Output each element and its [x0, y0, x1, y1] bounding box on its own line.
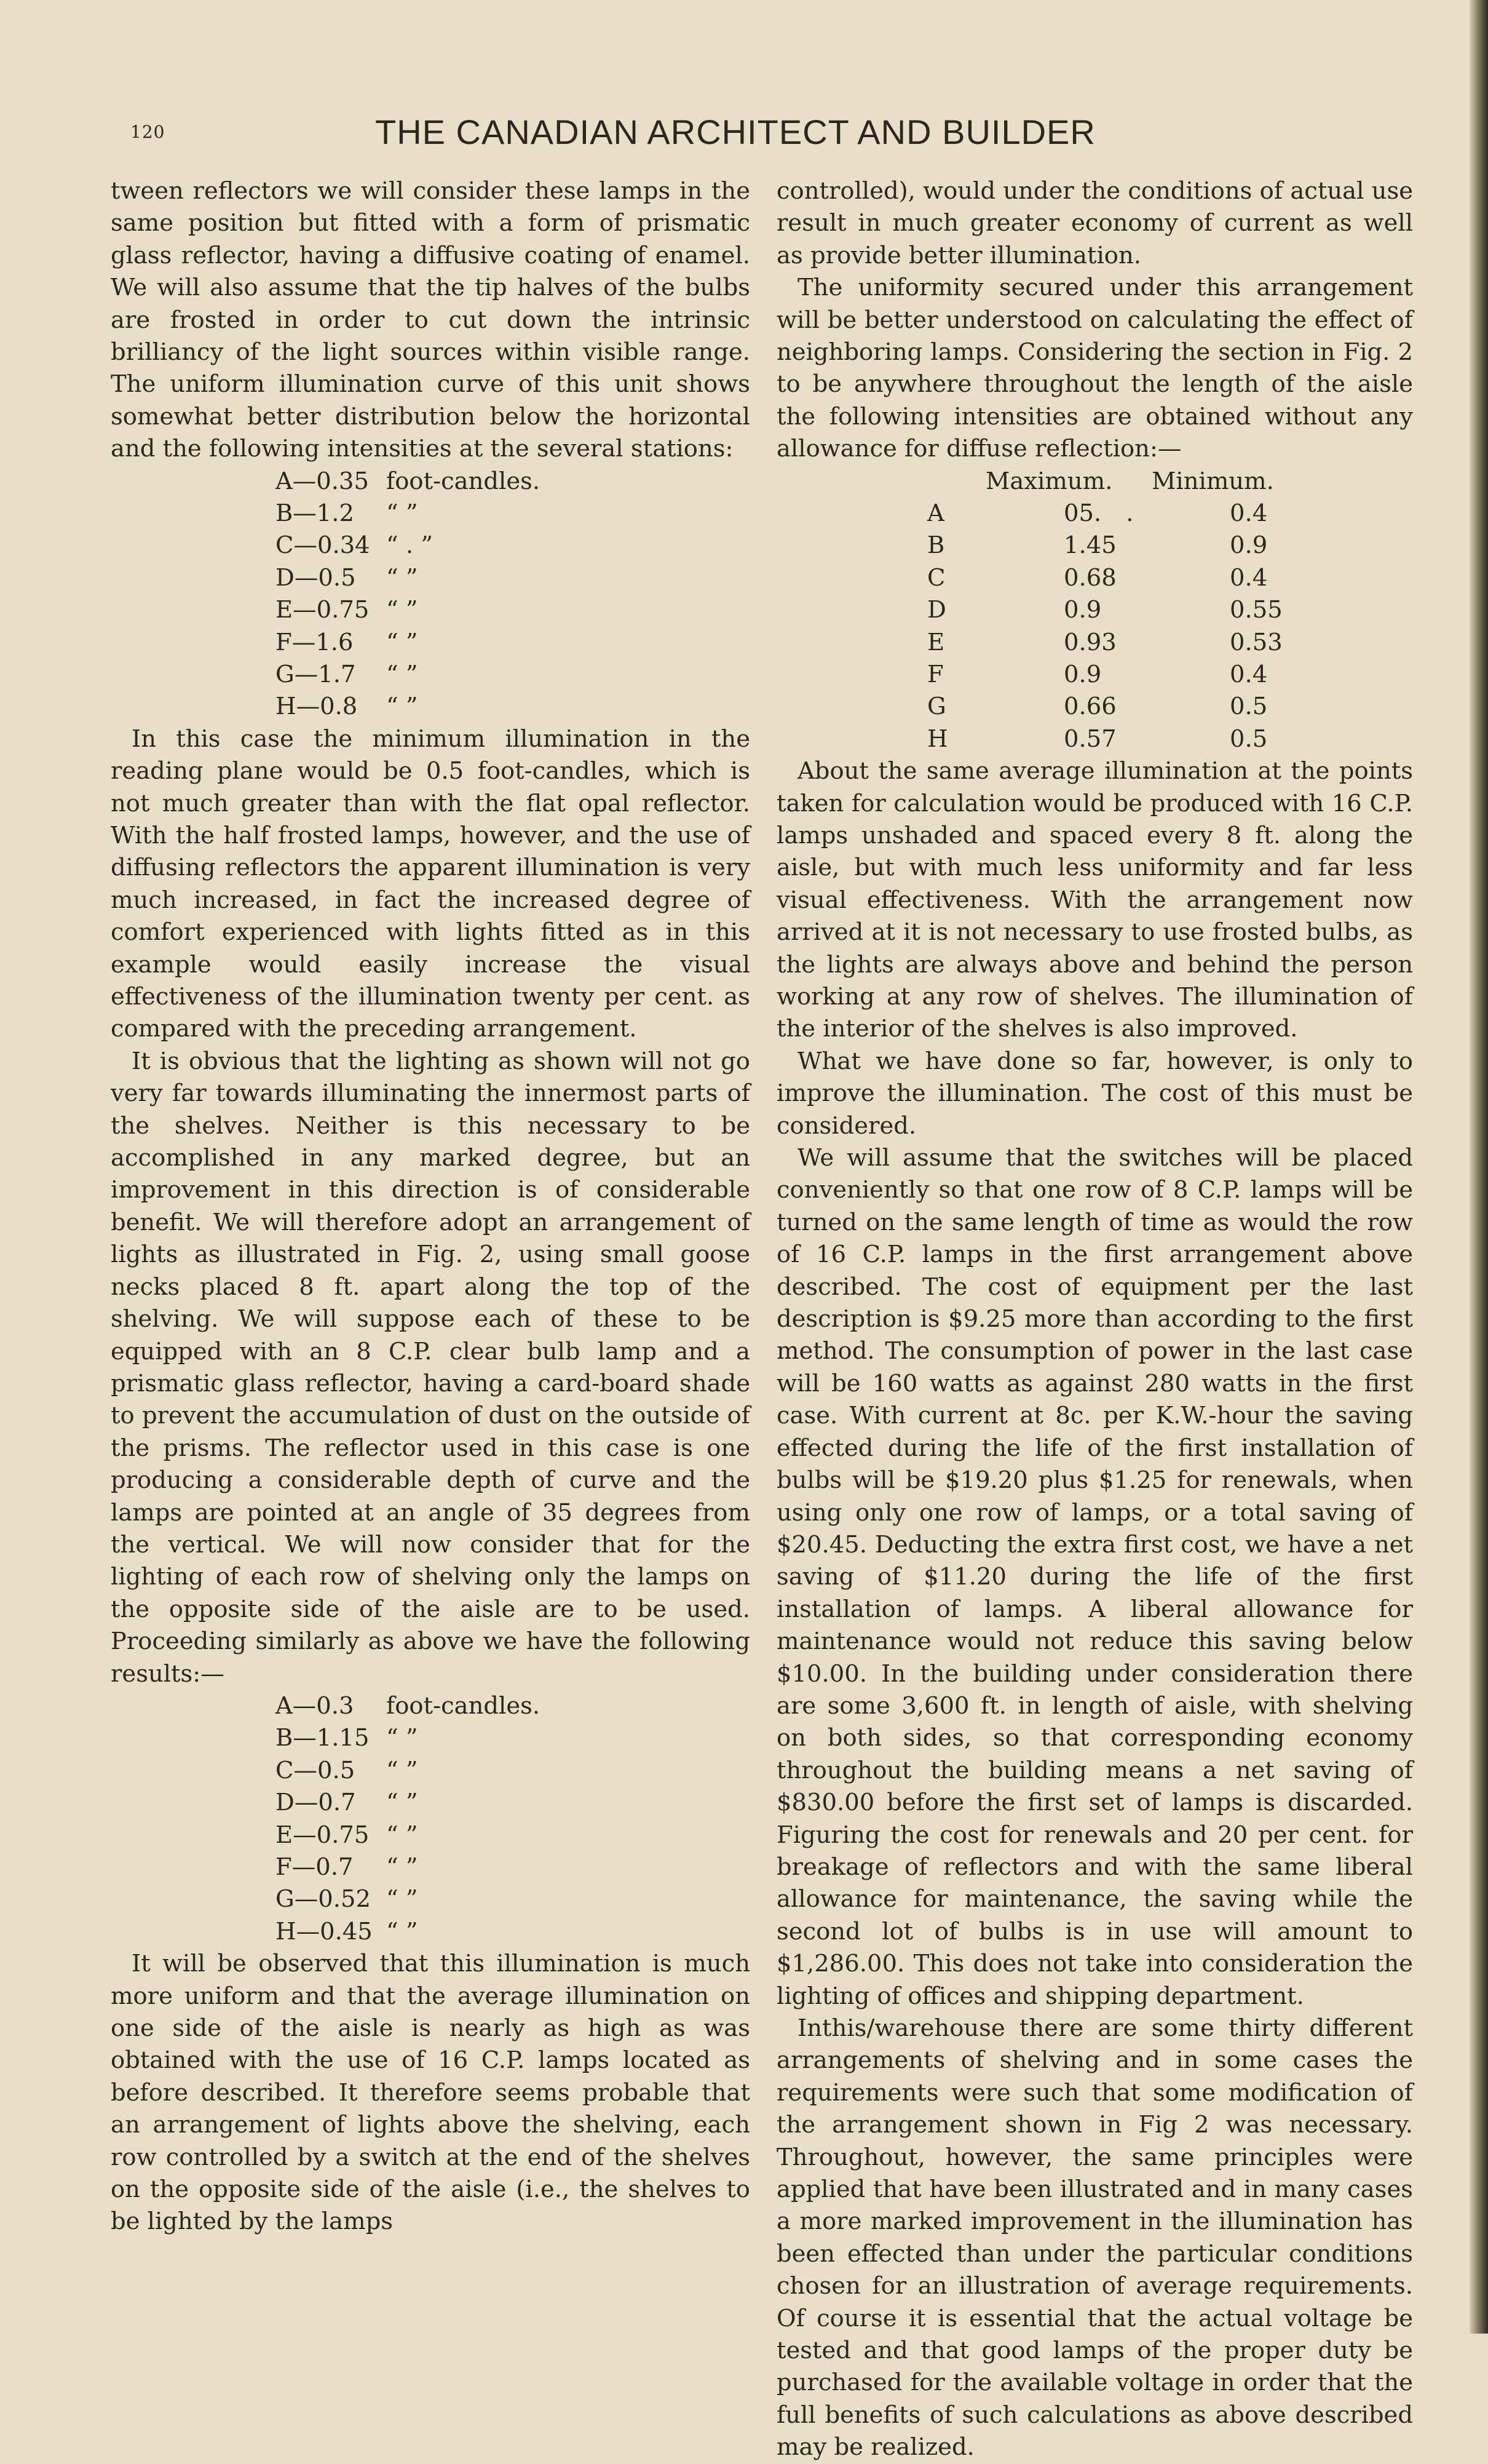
paragraph: The uniformity secured under this arrangement will be better understood on calculating the effect of neighboring lamps. Considering the section in Fig. 2 to be anywhere throughout the length of the aisle the following intensities are obtained without any allowance for diffuse reflection:—	[777, 274, 1413, 463]
table-row	[777, 530, 1413, 562]
paragraph: In this case the minimum illumination in the reading plane would be 0.5 foot-candles, which is not much greater than with the flat opal reflector. With the half frosted lamps, however, and the use of diffusing reflectors the apparent illumination is very much increased, in fact the increased degree of comfort experienced with lights fitted as in this example would easily increase the visual effectiveness of the illumination twenty per cent. as compared with the preceding arrangement.	[111, 725, 750, 1043]
table-row	[111, 1690, 750, 1722]
table-row	[111, 1883, 750, 1915]
station-value: B—1.2	[275, 499, 355, 528]
table-row	[777, 594, 1413, 626]
maximum-number: 05.	[1064, 499, 1102, 528]
table-row	[111, 498, 750, 530]
table-row	[111, 1851, 750, 1883]
table-row	[111, 1916, 750, 1948]
column-header-maximum: Maximum.	[986, 467, 1113, 495]
ditto-mark: “ . ”	[386, 531, 433, 560]
station-label: G	[927, 693, 946, 721]
station-value: E—0.75	[275, 1821, 370, 1849]
paragraph: We will assume that the switches will be placed conveniently so that one row of 8 C.P. lamps will be turned on the same length of time as would the row of 16 C.P. lamps in the first arrangement above described. The cost of equipment per the last description is $9.25 more than according to the first method. The consumption of power in the last case will be 160 watts as against 280 watts in the first case. With current at 8c. per K.W.-hour the saving effected during the life of the first installation of bulbs will be $19.20 plus $1.25 for renewals, when using only one row of lamps, or a total saving of $20.45. Deducting the extra first cost, we have a net saving of $11.20 during the life of the first installation of lamps. A liberal allowance for maintenance would not reduce this saving below $10.00. In the building under consideration there are some 3,600 ft. in length of aisle, with shelving on both sides, so that corresponding economy throughout the building means a net saving of $830.00 before the first set of lamps is discarded. Figuring the cost for renewals and 20 per cent. for breakage of reflectors and with the same liberal allowance for maintenance, the saving while the second lot of bulbs is in use will amount to $1,286.00. This does not take into consideration the lighting of offices and shipping department.	[777, 1144, 1413, 2010]
station-value: F—1.6	[275, 628, 354, 656]
minimum-value: 0.5	[1230, 725, 1268, 753]
max-min-table	[777, 466, 1413, 756]
unit: foot-candles.	[386, 1691, 540, 1720]
maximum-value: 0.93	[1064, 628, 1117, 656]
paragraph: controlled), would under the conditions of actual use result in much greater economy of current as well as provide better illumination.	[777, 177, 1413, 269]
table-row	[111, 1819, 750, 1851]
station-value: G—1.7	[275, 661, 356, 688]
table-row	[111, 530, 750, 562]
stray-mark: .	[1126, 499, 1134, 528]
table-row	[111, 466, 750, 498]
station-label: C	[927, 563, 946, 592]
minimum-value: 0.55	[1230, 596, 1283, 624]
table-row	[777, 659, 1413, 691]
minimum-value: 0.9	[1230, 531, 1268, 560]
table-row	[777, 627, 1413, 659]
ditto-mark: “ ”	[386, 1853, 418, 1881]
station-label: H	[927, 725, 948, 753]
table-row	[111, 562, 750, 594]
running-head-title: THE CANADIAN ARCHITECT AND BUILDER	[375, 113, 1096, 151]
station-value: D—0.5	[275, 563, 356, 592]
ditto-mark: “ ”	[386, 1756, 418, 1784]
table-row	[111, 659, 750, 691]
table-row	[111, 691, 750, 723]
table-row	[777, 562, 1413, 594]
ditto-mark: “ ”	[386, 628, 418, 656]
column-header-minimum: Minimum.	[1152, 467, 1274, 495]
page-header	[0, 112, 1488, 167]
table-header-row	[777, 466, 1413, 498]
station-value: D—0.7	[275, 1789, 356, 1817]
ditto-mark: “ ”	[386, 1821, 418, 1849]
intensity-table-1	[111, 466, 750, 723]
minimum-value: 0.4	[1230, 661, 1268, 688]
paragraph: What we have done so far, however, is only to improve the illumination. The cost of this must be considered.	[777, 1047, 1413, 1140]
table-row	[777, 498, 1413, 530]
minimum-value: 0.4	[1230, 499, 1268, 528]
maximum-value: 0.9	[1064, 596, 1102, 624]
station-value: G—0.52	[275, 1885, 371, 1914]
maximum-value: 0.66	[1064, 693, 1117, 721]
table-row	[111, 1722, 750, 1754]
page-number: 120	[130, 122, 165, 142]
unit: foot-candles.	[386, 467, 540, 495]
maximum-value: 0.9	[1064, 661, 1102, 688]
paragraph: It is obvious that the lighting as shown will not go very far towards illuminating the innermost parts of the shelves. Neither is this necessary to be accomplished in any marked degree, but an improvement in this direction is of considerable benefit. We will therefore adopt an arrangement of lights as illustrated in Fig. 2, using small goose necks placed 8 ft. apart along the top of the shelving. We will suppose each of these to be equipped with an 8 C.P. clear bulb lamp and a prismatic glass reflector, having a card-board shade to prevent the accumulation of dust on the outside of the prisms. The reflector used in this case is one producing a considerable depth of curve and the lamps are pointed at an angle of 35 degrees from the vertical. We will now consider that for the lighting of each row of shelving only the lamps on the opposite side of the aisle are to be used. Proceeding similarly as above we have the following results:—	[111, 1047, 750, 1688]
station-value: A—0.35	[275, 467, 370, 495]
ditto-mark: “ ”	[386, 1789, 418, 1817]
station-value: B—1.15	[275, 1724, 370, 1752]
paragraph: tween reflectors we will consider these lamps in the same position but fitted with a form of prismatic glass reflector, having a diffusive coating of enamel. We will also assume that the tip halves of the bulbs are frosted in order to cut down the intrinsic brilliancy of the light sources within visible range. The uniform illumination curve of this unit shows somewhat better distribution below the horizontal and the following intensities at the several stations:	[111, 177, 750, 463]
table-row	[111, 627, 750, 659]
ditto-mark: “ ”	[386, 661, 418, 688]
table-row	[111, 1755, 750, 1787]
table-row	[111, 594, 750, 626]
left-column	[111, 175, 750, 2238]
station-label: F	[927, 661, 944, 688]
ditto-mark: “ ”	[386, 499, 418, 528]
minimum-value: 0.5	[1230, 693, 1268, 721]
maximum-value: 0.68	[1064, 563, 1117, 592]
ditto-mark: “ ”	[386, 1724, 418, 1752]
station-value: E—0.75	[275, 596, 370, 624]
station-value: H—0.8	[275, 693, 358, 721]
station-label: B	[927, 531, 945, 560]
table-row	[777, 723, 1413, 755]
ditto-mark: “ ”	[386, 596, 418, 624]
station-value: H—0.45	[275, 1917, 373, 1945]
station-value: F—0.7	[275, 1853, 354, 1881]
station-label: A	[927, 499, 944, 528]
station-value: A—0.3	[275, 1691, 354, 1720]
maximum-value: 1.45	[1064, 531, 1117, 560]
page-edge-shadow	[1470, 0, 1488, 2334]
paragraph: About the same average illumination at the points taken for calculation would be produced with 16 C.P. lamps unshaded and spaced every 8 ft. along the aisle, but with much less uniformity and far less visual effectiveness. With the arrangement now arrived at it is not necessary to use frosted bulbs, as the lights are always above and behind the person working at any row of shelves. The illumination of the interior of the shelves is also improved.	[777, 757, 1413, 1043]
intensity-table-2	[111, 1690, 750, 1948]
maximum-value	[1032, 498, 1230, 530]
ditto-mark: “ ”	[386, 563, 418, 592]
station-label: D	[927, 596, 946, 624]
minimum-value: 0.53	[1230, 628, 1283, 656]
paragraph: It will be observed that this illumination is much more uniform and that the average illumination on one side of the aisle is nearly as high as was obtained with the use of 16 C.P. lamps located as before described. It therefore seems probable that an arrangement of lights above the shelving, each row controlled by a switch at the end of the shelves on the opposite side of the aisle (i.e., the shelves to be lighted by the lamps	[111, 1950, 750, 2236]
table-row	[111, 1787, 750, 1819]
right-column	[777, 175, 1413, 2464]
ditto-mark: “ ”	[386, 693, 418, 721]
minimum-value: 0.4	[1230, 563, 1268, 592]
ditto-mark: “ ”	[386, 1917, 418, 1945]
station-value: C—0.5	[275, 1756, 355, 1784]
paragraph: Inthis/warehouse there are some thirty different arrangements of shelving and in some cases the requirements were such that some modification of the arrangement shown in Fig 2 was necessary. Throughout, however, the same principles were applied that have been illustrated and in many cases a more marked improvement in the illumination has been effected than under the particular conditions chosen for an illustration of average requirements. Of course it is essential that the actual voltage be tested and that good lamps of the proper duty be purchased for the available voltage in order that the full benefits of such calculations as above described may be realized.	[777, 2014, 1413, 2462]
ditto-mark: “ ”	[386, 1885, 418, 1914]
table-row	[777, 691, 1413, 723]
maximum-value: 0.57	[1064, 725, 1117, 753]
station-label: E	[927, 628, 945, 656]
station-value: C—0.34	[275, 531, 370, 560]
